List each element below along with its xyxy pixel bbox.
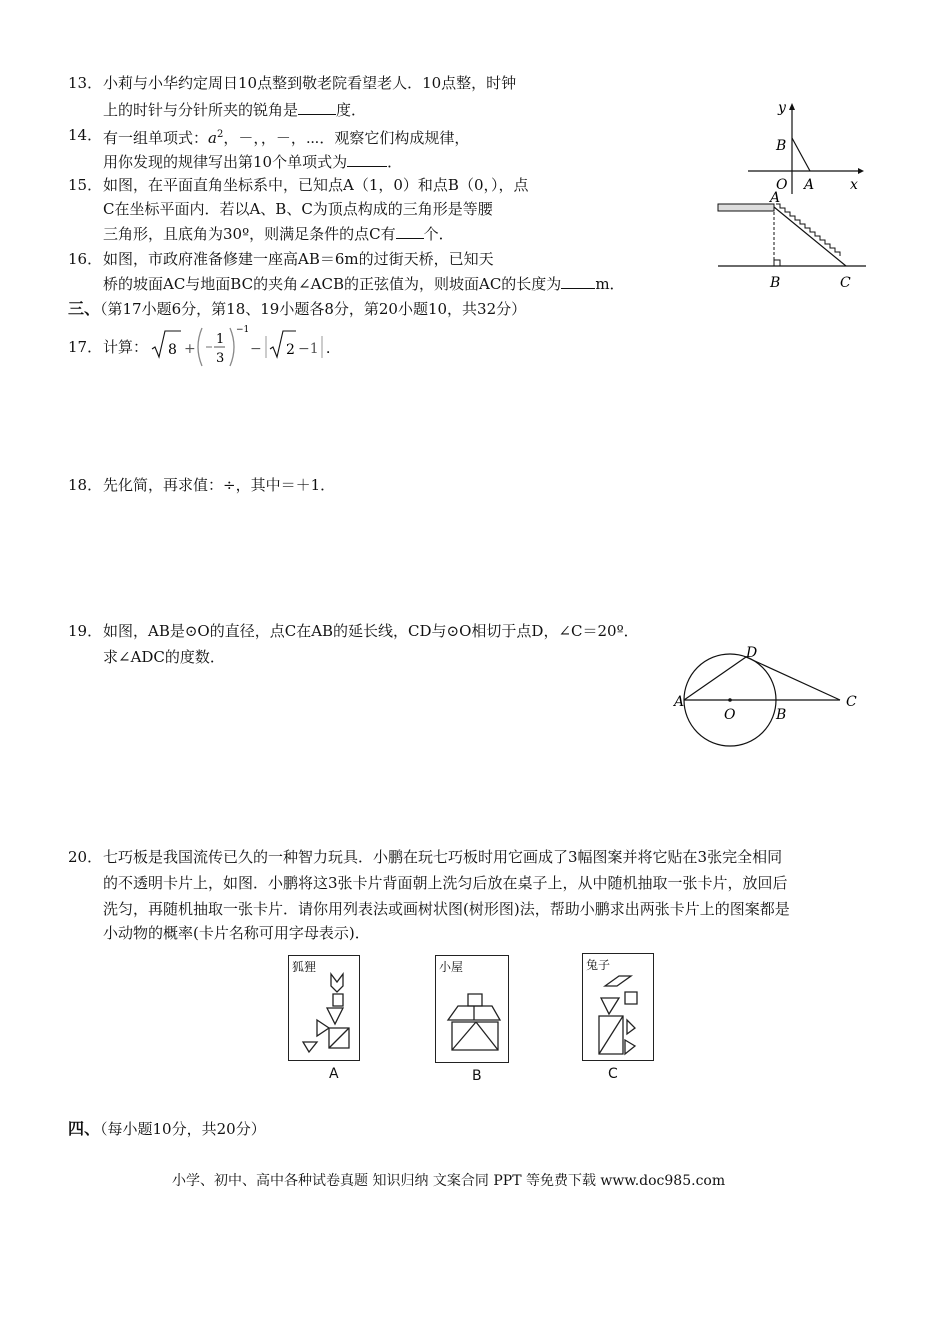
page-footer: 小学、初中、高中各种试卷真题 知识归纳 文案合同 PPT 等免费下载 www.doc985.com <box>172 1173 726 1189</box>
slope-ac <box>774 207 846 266</box>
q16-line2 <box>103 272 625 295</box>
q14-line2-text: 用你发现的规律写出第10个单项式为 <box>103 153 348 171</box>
card-rabbit-letter: C <box>608 1066 618 1082</box>
q16-line2-text: 桥的坡面AC与地面BC的夹角∠ACB的正弦值为，则坡面AC的长度为 <box>103 275 562 293</box>
label-c: C <box>840 275 851 291</box>
q15-line3-text: 三角形，且底角为30º，则满足条件的点C有 <box>103 225 396 243</box>
card-rabbit-title: 兔子 <box>586 958 611 972</box>
q14-line2 <box>103 150 402 173</box>
label-b: B <box>776 707 787 723</box>
card-house <box>435 955 509 1063</box>
section4-note: （每小题10分，共20分） <box>100 1120 266 1138</box>
q13-number: 13． <box>68 74 103 92</box>
q13-line1: 小莉与小华约定周日10点整到敬老院看望老人．10点整，时钟 <box>103 74 517 92</box>
label-d: D <box>746 645 758 661</box>
q14-intro: 有一组单项式： <box>103 129 209 147</box>
label-c: C <box>846 694 857 710</box>
exponent: −1 <box>236 325 250 335</box>
minus-sign: − <box>250 341 262 357</box>
q15-number: 15． <box>68 176 103 194</box>
section4-title: 四、 <box>68 1119 101 1138</box>
q16-number: 16． <box>68 250 103 268</box>
q20-line3: 洗匀，再随机抽取一张卡片．请你用列表法或画树状图(树形图)法，帮助小鹏求出两张卡片上的图案都是 <box>103 900 790 918</box>
label-a: A <box>674 694 685 710</box>
label-origin: O <box>776 177 788 193</box>
segment-ab <box>792 138 810 171</box>
q15-answer-blank[interactable] <box>396 222 424 239</box>
fox-tangram-icon <box>299 972 353 1056</box>
bridge-deck <box>718 204 774 211</box>
q14-line2-end: ． <box>387 153 403 171</box>
q16-line2-end: m． <box>595 275 625 293</box>
section3-title: 三、 <box>68 299 101 318</box>
q15-line3-end: 个． <box>423 225 454 243</box>
house-tangram-icon <box>442 986 504 1058</box>
q20-number: 20． <box>68 848 103 866</box>
card-fox-title: 狐狸 <box>292 960 317 974</box>
sqrt2-value: 2 <box>286 342 295 358</box>
chord-ad <box>684 657 746 700</box>
q13-line2-text: 上的时针与分针所夹的锐角是 <box>103 101 299 119</box>
tangent-cd <box>746 657 840 700</box>
right-paren-icon <box>230 328 234 366</box>
q15-line1: 如图，在平面直角坐标系中，已知点A（1，0）和点B（0，），点 <box>103 176 529 194</box>
left-paren-icon <box>198 328 202 366</box>
q19-number: 19． <box>68 622 103 640</box>
fraction-numerator: 1 <box>216 332 225 347</box>
q15-line3 <box>103 222 454 245</box>
label-b: B <box>776 138 787 154</box>
right-angle-mark <box>774 260 780 266</box>
q15-line2: C在坐标平面内．若以A、B、C为顶点构成的三角形是等腰 <box>103 200 493 218</box>
q20-line1: 七巧板是我国流传已久的一种智力玩具．小鹏在玩七巧板时用它画成了3幅图案并将它贴在3张完全相同 <box>103 848 783 866</box>
x-axis-arrow-icon <box>858 168 864 174</box>
minus-one: −1 <box>298 341 319 357</box>
q14-answer-blank[interactable] <box>347 150 387 167</box>
center-point <box>728 698 732 702</box>
q20-line2: 的不透明卡片上，如图．小鹏将这3张卡片背面朝上洗匀后放在桌子上，从中随机抽取一张卡片，放回后 <box>103 874 788 892</box>
q14-line1 <box>103 124 469 149</box>
y-axis-arrow-icon <box>789 103 795 110</box>
label-x: x <box>850 177 858 193</box>
label-o: O <box>724 707 736 723</box>
label-a: A <box>804 177 815 193</box>
card-house-title: 小屋 <box>439 960 464 974</box>
label-a: A <box>770 190 781 206</box>
q17-number: 17． <box>68 338 103 356</box>
card-fox-letter: A <box>329 1066 339 1082</box>
q13-answer-blank[interactable] <box>298 98 336 115</box>
q16-overpass-figure <box>712 188 872 294</box>
q14-number: 14． <box>68 126 103 144</box>
q19-line2: 求∠ADC的度数． <box>103 648 225 666</box>
q15-coordinate-figure <box>740 98 870 196</box>
q14-var-a: a <box>208 129 217 147</box>
q16-line1: 如图，市政府准备修建一座高AB＝6m的过街天桥，已知天 <box>103 250 494 268</box>
q18-number: 18． <box>68 476 103 494</box>
section3-header <box>68 298 526 320</box>
card-house-letter: B <box>472 1068 482 1084</box>
q13-line2 <box>103 98 366 121</box>
label-y: y <box>778 100 786 116</box>
card-rabbit <box>582 953 654 1061</box>
q18-text: 先化简，再求值：÷，其中＝＋1． <box>103 476 336 494</box>
q14-exp: 2 <box>216 129 224 140</box>
q20-line4: 小动物的概率(卡片名称可用字母表示)． <box>103 924 370 942</box>
plus-sign: + <box>184 341 196 357</box>
label-b: B <box>770 275 781 291</box>
section3-note: （第17小题6分，第18、19小题各8分，第20小题10，共32分） <box>100 300 527 318</box>
rabbit-tangram-icon <box>591 972 647 1056</box>
q16-answer-blank[interactable] <box>561 272 595 289</box>
sqrt8-value: 8 <box>168 342 177 358</box>
section4-header <box>68 1118 266 1140</box>
q13-line2-end: 度． <box>336 101 367 119</box>
q17-label: 计算： <box>103 338 149 356</box>
fraction-denominator: 3 <box>216 351 225 366</box>
q14-rest: ，－，，－，⋯．观察它们构成规律， <box>223 129 470 147</box>
q19-circle-figure <box>668 644 868 752</box>
q19-line1: 如图，AB是⊙O的直径，点C在AB的延长线，CD与⊙O相切于点D，∠C＝20º． <box>103 622 639 640</box>
q17-expression <box>150 322 340 372</box>
stairs <box>776 204 840 256</box>
card-fox <box>288 955 360 1061</box>
expr-end: ． <box>326 341 340 357</box>
